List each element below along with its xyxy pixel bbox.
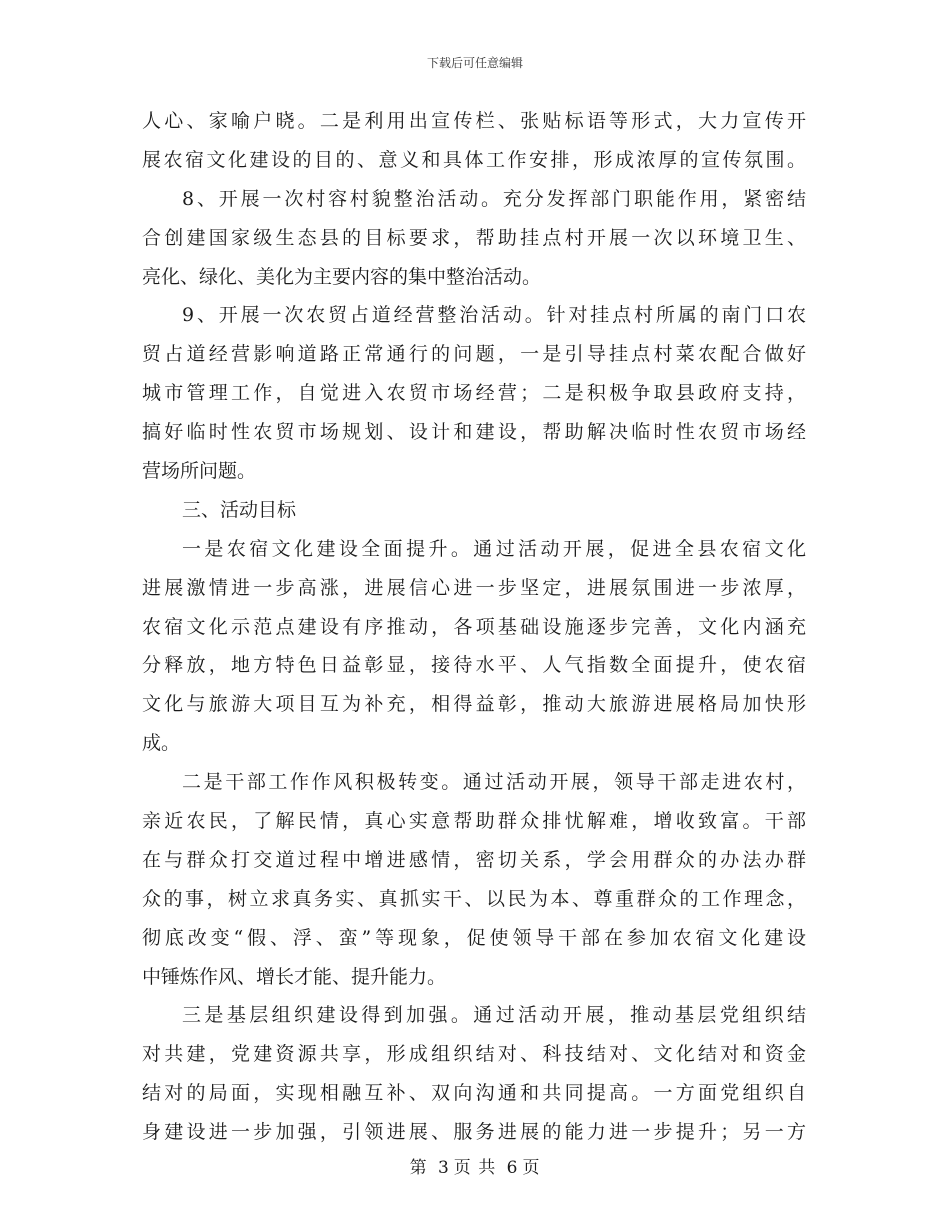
text-line: 农宿文化示范点建设有序推动，各项基础设施逐步完善，文化内涵充 xyxy=(142,615,806,638)
text-line: 分释放，地方特色日益彰显，接待水平、人气指数全面提升，使农宿 xyxy=(142,654,806,677)
text-line: 人心、家喻户晓。二是利用出宣传栏、张贴标语等形式，大力宣传开 xyxy=(142,110,806,132)
current-page-number: 3 xyxy=(437,1158,450,1178)
text-line: 进展激情进一步高涨，进展信心进一步坚定，进展氛围进一步浓厚， xyxy=(142,576,806,599)
document-body xyxy=(142,102,806,1152)
text-line: 众的事，树立求真务实、真抓实干、以民为本、尊重群众的工作理念， xyxy=(142,887,806,910)
text-line: 成。 xyxy=(142,732,181,755)
text-line: 三、活动目标 xyxy=(182,498,297,521)
text-line: 彻底改变“假、浮、蛮”等现象，促使领导干部在参加农宿文化建设 xyxy=(142,926,806,949)
total-page-count: 6 xyxy=(506,1158,519,1178)
page-footer xyxy=(0,1153,950,1178)
text-line: 二是干部工作作风积极转变。通过活动开展，领导干部走进农村， xyxy=(182,771,806,794)
text-line: 8、开展一次村容村貌整治活动。充分发挥部门职能作用，紧密结 xyxy=(182,187,806,210)
text-line: 9、开展一次农贸占道经营整治活动。针对挂点村所属的南门口农 xyxy=(182,304,806,327)
text-line: 营场所问题。 xyxy=(142,460,257,483)
text-line: 合创建国家级生态县的目标要求，帮助挂点村开展一次以环境卫生、 xyxy=(142,226,806,249)
text-line: 中锤炼作风、增长才能、提升能力。 xyxy=(142,965,447,988)
text-line: 亲近农民，了解民情，真心实意帮助群众排忧解难，增收致富。干部 xyxy=(142,810,806,833)
footer-middle: 页 共 xyxy=(453,1158,497,1178)
text-line: 身建设进一步加强，引领进展、服务进展的能力进一步提升；另一方 xyxy=(142,1121,806,1144)
text-line: 对共建，党建资源共享，形成组织结对、科技结对、文化结对和资金 xyxy=(142,1043,806,1066)
footer-suffix: 页 xyxy=(522,1158,541,1178)
text-line: 城市管理工作，自觉进入农贸市场经营；二是积极争取县政府支持， xyxy=(142,382,806,405)
text-line: 搞好临时性农贸市场规划、设计和建设，帮助解决临时性农贸市场经 xyxy=(142,421,806,444)
text-line: 展农宿文化建设的目的、意义和具体工作安排，形成浓厚的宣传氛围。 xyxy=(142,148,806,171)
text-line: 文化与旅游大项目互为补充，相得益彰，推动大旅游进展格局加快形 xyxy=(142,693,806,716)
text-line: 亮化、绿化、美化为主要内容的集中整治活动。 xyxy=(142,265,542,288)
text-line: 结对的局面，实现相融互补、双向沟通和共同提高。一方面党组织自 xyxy=(142,1082,806,1105)
text-line: 贸占道经营影响道路正常通行的问题，一是引导挂点村菜农配合做好 xyxy=(142,343,806,366)
text-line: 一是农宿文化建设全面提升。通过活动开展，促进全县农宿文化 xyxy=(182,537,806,560)
footer-prefix: 第 xyxy=(409,1158,428,1178)
page-header: 下载后可任意编辑 xyxy=(426,56,523,70)
text-line: 在与群众打交道过程中增进感情，密切关系，学会用群众的办法办群 xyxy=(142,848,806,871)
text-line: 三是基层组织建设得到加强。通过活动开展，推动基层党组织结 xyxy=(182,1004,806,1027)
